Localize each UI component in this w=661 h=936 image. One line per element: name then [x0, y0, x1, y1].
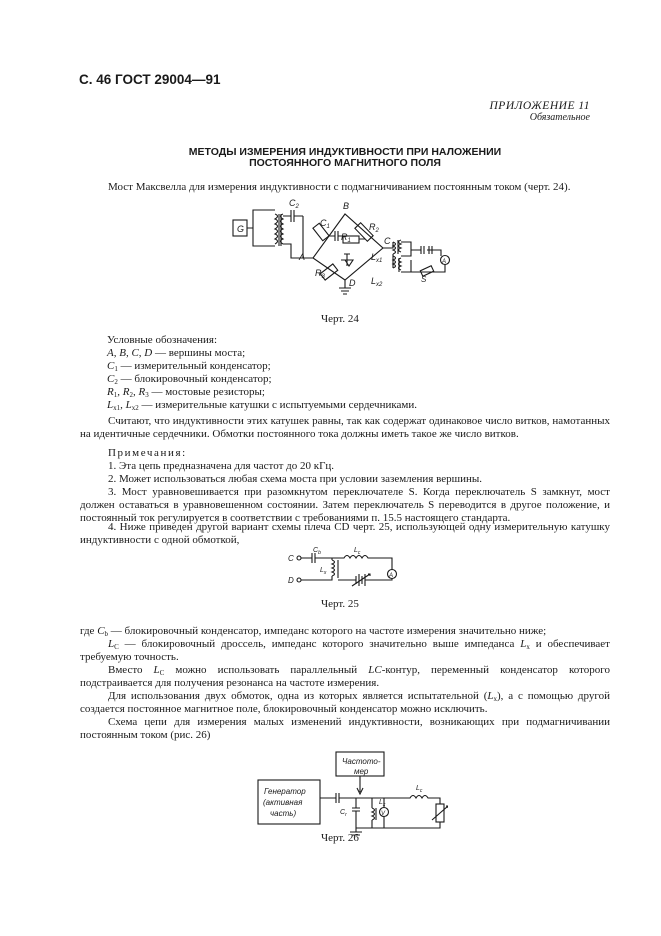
label-c: C — [384, 236, 391, 246]
figure-24-maxwell-bridge — [225, 196, 465, 302]
label-freq-2: мер — [354, 767, 369, 776]
wire-c — [301, 553, 332, 563]
label-g: G — [237, 224, 245, 234]
label-r1: $R_1$ — [341, 232, 351, 244]
legend-item-resistors: $R_1$, $R_2$, $R_3$ — мостовые резисторы; — [107, 386, 265, 399]
label-lx: $L_x$ — [379, 799, 386, 808]
label-c: C — [288, 554, 294, 563]
coils-lx — [383, 240, 450, 276]
figure-25-caption: Черт. 25 — [321, 598, 359, 610]
intro-text: Мост Максвелла для измерения индуктивности с подмагничиванием постоянным током (черт. 24). — [108, 181, 571, 193]
label-freq-1: Частото- — [342, 757, 381, 766]
legend-item-c2: $C_2$ — блокировочный конденсатор; — [107, 373, 272, 386]
label-lx2: $L_{x2}$ — [371, 276, 383, 288]
paragraph-two-windings: Для использования двух обмоток, одна из которых является испытательной $(L_x)$, а с помощью другой создается постоянное магнитное поле, блокировочный конденсатор можно исключить. — [80, 690, 610, 715]
label-lx1: $L_{x1}$ — [371, 252, 383, 264]
capacitor-c2 — [283, 210, 303, 222]
label-s: S — [421, 275, 427, 284]
coil-lx — [301, 558, 335, 580]
label-c2: $C_2$ — [289, 198, 299, 210]
figure-26-caption: Черт. 26 — [321, 832, 359, 844]
label-lc: $L_c$ — [416, 785, 423, 794]
legend-item-coils: $L_{x1}$, $L_{x2}$ — измерительные катушки с испытуемыми сердечниками. — [107, 399, 417, 412]
label-meter: A — [442, 259, 447, 265]
figure-24-caption: Черт. 24 — [321, 313, 359, 325]
battery-variable — [338, 574, 386, 586]
legend-item-c1: $C_1$ — измерительный конденсатор; — [107, 360, 271, 373]
legend-title: Условные обозначения: — [107, 334, 218, 346]
choke-lc — [332, 556, 392, 571]
label-meter: V — [381, 811, 386, 817]
note-2: 2. Может использоваться любая схема моста при условии заземления вершины. — [108, 473, 483, 485]
label-b: B — [343, 201, 350, 211]
section-title — [80, 147, 610, 169]
label-generator-1: Генератор — [264, 787, 306, 796]
label-meter: A — [389, 573, 394, 579]
appendix-number: ПРИЛОЖЕНИЕ 11 — [489, 100, 590, 112]
appendix-status: Обязательное — [529, 112, 590, 123]
label-generator-3: часть) — [270, 809, 297, 818]
label-c1: $C_1$ — [320, 218, 330, 230]
figure-25-cd-arm — [286, 546, 410, 588]
label-cb: $C_b$ — [313, 547, 321, 556]
label-lx: $L_x$ — [320, 567, 327, 576]
title-line-1: МЕТОДЫ ИЗМЕРЕНИЯ ИНДУКТИВНОСТИ ПРИ НАЛОЖЕНИИ — [188, 146, 502, 158]
appendix-label — [489, 101, 590, 123]
label-d: D — [288, 576, 294, 585]
paragraph-coils: Считают, что индуктивности этих катушек равны, так как содержат одинаковое число витков, намотанных на идентичные сердечники. Обмотки постоянного тока должны иметь такое же число витков. — [80, 415, 610, 440]
label-a: A — [299, 252, 306, 262]
bridge-wire-a — [283, 216, 313, 258]
note-1: 1. Эта цепь предназначена для частот до 20 кГц. — [108, 460, 335, 472]
figure-26-measurement-circuit — [256, 748, 448, 836]
where-cb: где $C_b$ — блокировочный конденсатор, импеданс которого на частоте измерения значительно ниже; — [80, 625, 547, 638]
label-generator-2: (активная — [263, 798, 303, 807]
title-line-2: ПОСТОЯННОГО МАГНИТНОГО ПОЛЯ — [249, 157, 441, 169]
where-lc: $L_C$ — блокировочный дроссель, импеданс которого значительно выше импеданса $L_x$ и обеспечивает требуемую точность. — [80, 638, 610, 663]
label-cr: $C_r$ — [340, 809, 347, 818]
notes-heading: Примечания: — [108, 447, 187, 459]
note-3: 3. Мост уравновешивается при разомкнутом переключателе S. Когда переключатель S замкнут, мост должен оставаться в уравновешенном состоянии. Затем переключатель S переводится в другое положение, и постоянный ток регулируется в соответствии с требованиями п. 15.5 настоящего стандарта. — [80, 486, 610, 524]
paragraph-small-changes: Схема цепи для измерения малых изменений индуктивности, возникающих при подмагничивании постоянным током (рис. 26) — [80, 716, 610, 741]
legend-item-vertices: A, B, C, D — вершины моста; — [107, 347, 246, 359]
note-4: 4. Ниже приведен другой вариант схемы плеча CD черт. 25, использующей одну измерительную катушку индуктивности с одной обмоткой, — [80, 521, 610, 546]
legend — [107, 334, 607, 412]
label-r2: $R_2$ — [369, 222, 379, 234]
paragraph-lc-contour: Вместо $L_C$ можно использовать параллельный LC-контур, переменный конденсатор которого подстраивается для получения резонанса на частоте измерения. — [80, 664, 610, 689]
label-lc: $L_c$ — [354, 547, 361, 556]
label-d: D — [349, 278, 356, 288]
page-header: С. 46 ГОСТ 29004—91 — [79, 72, 221, 87]
label-r3: $R_3$ — [315, 268, 325, 280]
